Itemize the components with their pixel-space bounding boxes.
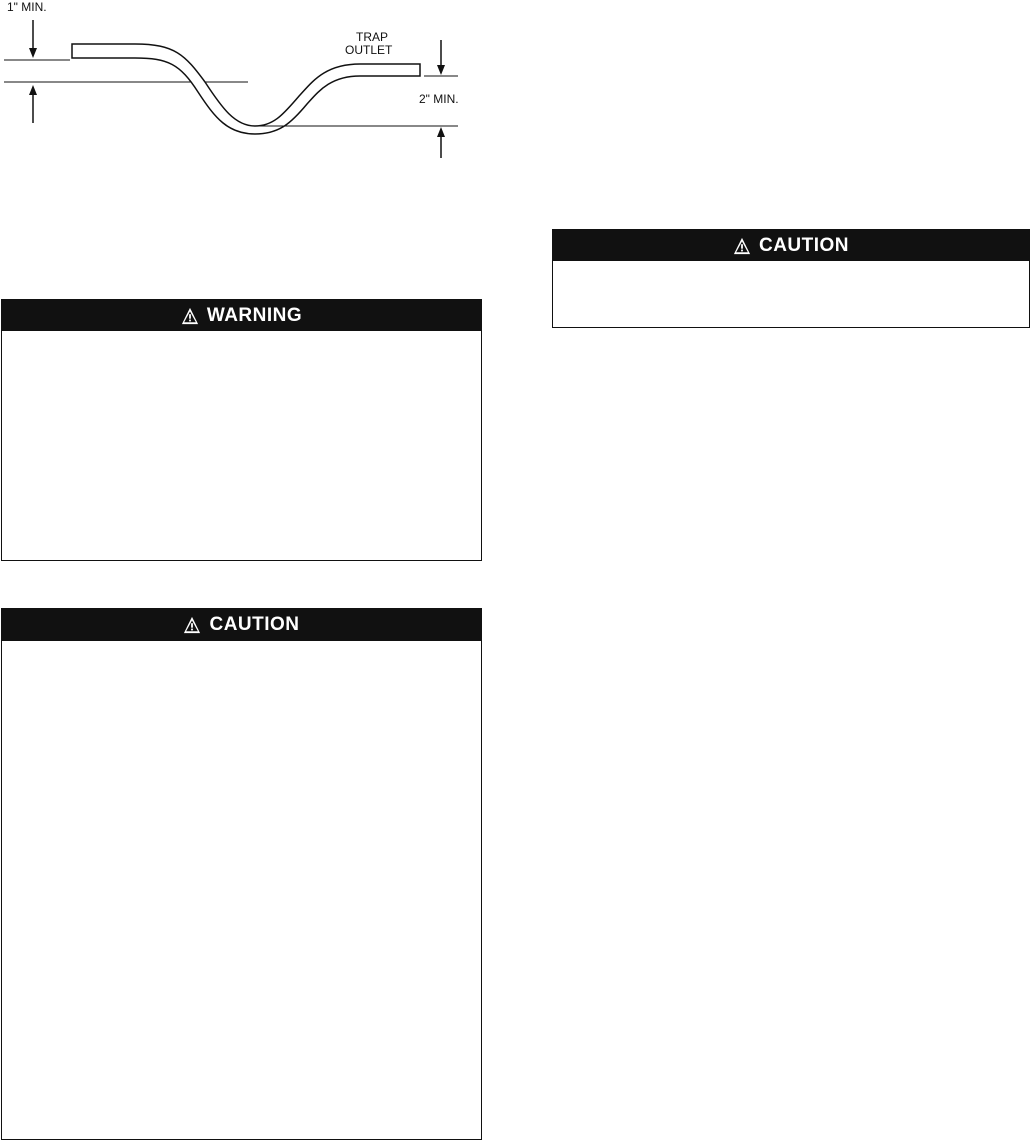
arrow-down-icon: [437, 40, 445, 75]
trap-label-line1: TRAP: [356, 30, 389, 44]
trap-diagram: [0, 0, 490, 170]
arrow-down-icon: [29, 20, 37, 58]
warning-header: [2, 300, 481, 331]
caution-box-right: [552, 229, 1030, 328]
trap-label-line2: OUTLET: [345, 43, 393, 57]
arrow-up-icon: [29, 85, 37, 123]
trap-pipe: [72, 44, 420, 134]
warning-triangle-icon: [181, 307, 199, 325]
warning-title: WARNING: [206, 304, 303, 326]
warning-box: [1, 299, 482, 561]
caution-header-left: [2, 609, 481, 641]
warning-triangle-icon: [733, 237, 751, 255]
caution-box-left: [1, 608, 482, 1140]
caution-title-left: CAUTION: [209, 614, 300, 635]
caution-title-right: CAUTION: [758, 234, 850, 256]
min-top-label: 1" MIN.: [7, 0, 47, 14]
caution-header-right: [553, 230, 1029, 261]
warning-triangle-icon: [183, 616, 201, 634]
arrow-up-icon: [437, 127, 445, 158]
min-side-label: 2" MIN.: [419, 92, 459, 106]
